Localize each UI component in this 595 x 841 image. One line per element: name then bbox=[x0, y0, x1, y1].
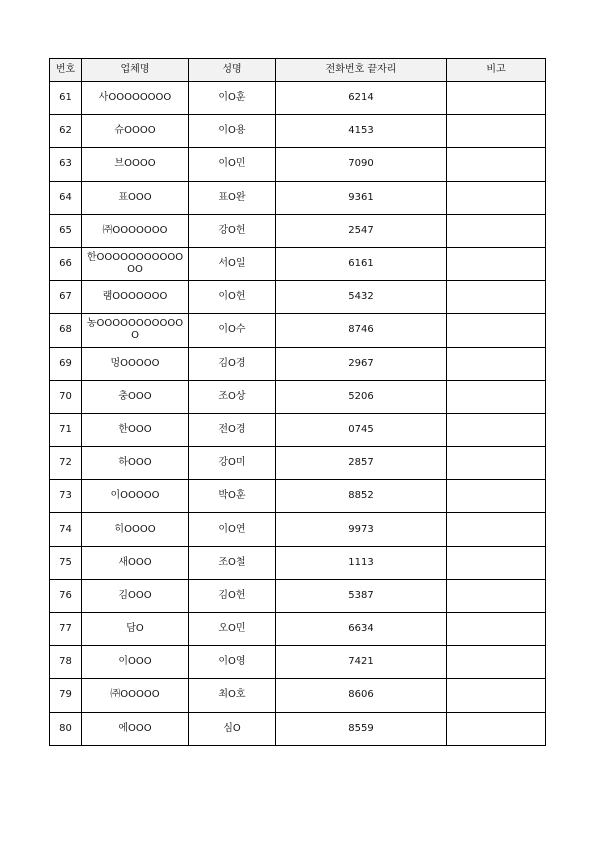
cell-name: 이O연 bbox=[189, 513, 276, 546]
cell-name: 강O미 bbox=[189, 447, 276, 480]
cell-name: 조O철 bbox=[189, 546, 276, 579]
cell-name: 김O경 bbox=[189, 347, 276, 380]
cell-company: 한OOO bbox=[82, 413, 189, 446]
cell-phone: 6634 bbox=[276, 613, 447, 646]
cell-name: 최O호 bbox=[189, 679, 276, 712]
cell-company: 이OOOOO bbox=[82, 480, 189, 513]
cell-remark bbox=[447, 314, 546, 347]
cell-company: 멍OOOOO bbox=[82, 347, 189, 380]
cell-remark bbox=[447, 579, 546, 612]
table-row bbox=[50, 148, 546, 181]
cell-name: 표O완 bbox=[189, 181, 276, 214]
cell-company: 담O bbox=[82, 613, 189, 646]
table-row bbox=[50, 447, 546, 480]
table-row bbox=[50, 380, 546, 413]
table-row bbox=[50, 646, 546, 679]
cell-no: 75 bbox=[50, 546, 82, 579]
cell-name: 강O헌 bbox=[189, 214, 276, 247]
cell-name: 전O경 bbox=[189, 413, 276, 446]
table-row bbox=[50, 546, 546, 579]
cell-phone: 1113 bbox=[276, 546, 447, 579]
cell-remark bbox=[447, 380, 546, 413]
cell-no: 80 bbox=[50, 712, 82, 745]
table-row bbox=[50, 613, 546, 646]
cell-company: 이OOO bbox=[82, 646, 189, 679]
cell-no: 67 bbox=[50, 281, 82, 314]
cell-no: 76 bbox=[50, 579, 82, 612]
cell-no: 69 bbox=[50, 347, 82, 380]
header-no: 번호 bbox=[50, 59, 82, 82]
table-row bbox=[50, 214, 546, 247]
cell-name: 오O민 bbox=[189, 613, 276, 646]
table-row bbox=[50, 82, 546, 115]
header-company: 업체명 bbox=[82, 59, 189, 82]
cell-no: 66 bbox=[50, 247, 82, 280]
cell-phone: 8606 bbox=[276, 679, 447, 712]
cell-name: 이O훈 bbox=[189, 82, 276, 115]
table-row bbox=[50, 480, 546, 513]
header-row bbox=[50, 59, 546, 82]
cell-company: 에OOO bbox=[82, 712, 189, 745]
cell-name: 이O용 bbox=[189, 115, 276, 148]
cell-phone: 8852 bbox=[276, 480, 447, 513]
cell-phone: 8559 bbox=[276, 712, 447, 745]
cell-name: 서O일 bbox=[189, 247, 276, 280]
cell-phone: 6214 bbox=[276, 82, 447, 115]
cell-company: 브OOOO bbox=[82, 148, 189, 181]
cell-remark bbox=[447, 613, 546, 646]
table-row bbox=[50, 513, 546, 546]
cell-phone: 9973 bbox=[276, 513, 447, 546]
cell-phone: 2967 bbox=[276, 347, 447, 380]
cell-phone: 9361 bbox=[276, 181, 447, 214]
cell-no: 77 bbox=[50, 613, 82, 646]
cell-remark bbox=[447, 679, 546, 712]
table-row bbox=[50, 579, 546, 612]
table-row bbox=[50, 115, 546, 148]
cell-phone: 6161 bbox=[276, 247, 447, 280]
cell-name: 이O영 bbox=[189, 646, 276, 679]
cell-phone: 2547 bbox=[276, 214, 447, 247]
cell-phone: 0745 bbox=[276, 413, 447, 446]
cell-remark bbox=[447, 181, 546, 214]
header-remark: 비고 bbox=[447, 59, 546, 82]
cell-name: 심O bbox=[189, 712, 276, 745]
cell-no: 61 bbox=[50, 82, 82, 115]
cell-remark bbox=[447, 347, 546, 380]
cell-company: 램OOOOOOO bbox=[82, 281, 189, 314]
cell-company: ㈜OOOOO bbox=[82, 679, 189, 712]
cell-company: 충OOO bbox=[82, 380, 189, 413]
cell-company: 김OOO bbox=[82, 579, 189, 612]
cell-no: 78 bbox=[50, 646, 82, 679]
cell-company: 슈OOOO bbox=[82, 115, 189, 148]
table-row bbox=[50, 413, 546, 446]
roster-body bbox=[50, 82, 546, 746]
cell-company: 하OOO bbox=[82, 447, 189, 480]
cell-phone: 4153 bbox=[276, 115, 447, 148]
cell-no: 63 bbox=[50, 148, 82, 181]
table-row bbox=[50, 347, 546, 380]
cell-company: ㈜OOOOOOO bbox=[82, 214, 189, 247]
cell-name: 이O민 bbox=[189, 148, 276, 181]
cell-phone: 7421 bbox=[276, 646, 447, 679]
roster-table bbox=[49, 58, 546, 746]
header-phone: 전화번호 끝자리 bbox=[276, 59, 447, 82]
cell-company: 농OOOOOOOOOOOO bbox=[82, 314, 189, 347]
cell-remark bbox=[447, 646, 546, 679]
cell-remark bbox=[447, 214, 546, 247]
cell-remark bbox=[447, 115, 546, 148]
table-row bbox=[50, 247, 546, 280]
cell-remark bbox=[447, 480, 546, 513]
cell-name: 이O헌 bbox=[189, 281, 276, 314]
cell-name: 김O헌 bbox=[189, 579, 276, 612]
cell-no: 74 bbox=[50, 513, 82, 546]
cell-remark bbox=[447, 281, 546, 314]
cell-phone: 2857 bbox=[276, 447, 447, 480]
table-row bbox=[50, 281, 546, 314]
cell-remark bbox=[447, 413, 546, 446]
cell-name: 조O상 bbox=[189, 380, 276, 413]
cell-remark bbox=[447, 546, 546, 579]
cell-phone: 7090 bbox=[276, 148, 447, 181]
cell-company: 사OOOOOOOO bbox=[82, 82, 189, 115]
header-name: 성명 bbox=[189, 59, 276, 82]
cell-remark bbox=[447, 247, 546, 280]
cell-no: 71 bbox=[50, 413, 82, 446]
cell-phone: 8746 bbox=[276, 314, 447, 347]
table-row bbox=[50, 712, 546, 745]
cell-remark bbox=[447, 712, 546, 745]
cell-no: 65 bbox=[50, 214, 82, 247]
cell-remark bbox=[447, 148, 546, 181]
table-row bbox=[50, 679, 546, 712]
cell-no: 79 bbox=[50, 679, 82, 712]
cell-phone: 5206 bbox=[276, 380, 447, 413]
cell-company: 히OOOO bbox=[82, 513, 189, 546]
cell-no: 73 bbox=[50, 480, 82, 513]
cell-no: 62 bbox=[50, 115, 82, 148]
cell-no: 64 bbox=[50, 181, 82, 214]
cell-company: 새OOO bbox=[82, 546, 189, 579]
cell-company: 한OOOOOOOOOOOOO bbox=[82, 247, 189, 280]
cell-remark bbox=[447, 82, 546, 115]
cell-phone: 5432 bbox=[276, 281, 447, 314]
cell-no: 68 bbox=[50, 314, 82, 347]
cell-no: 70 bbox=[50, 380, 82, 413]
cell-no: 72 bbox=[50, 447, 82, 480]
table-row bbox=[50, 181, 546, 214]
cell-phone: 5387 bbox=[276, 579, 447, 612]
cell-name: 박O훈 bbox=[189, 480, 276, 513]
cell-remark bbox=[447, 447, 546, 480]
cell-remark bbox=[447, 513, 546, 546]
cell-company: 표OOO bbox=[82, 181, 189, 214]
table-row bbox=[50, 314, 546, 347]
cell-name: 이O수 bbox=[189, 314, 276, 347]
